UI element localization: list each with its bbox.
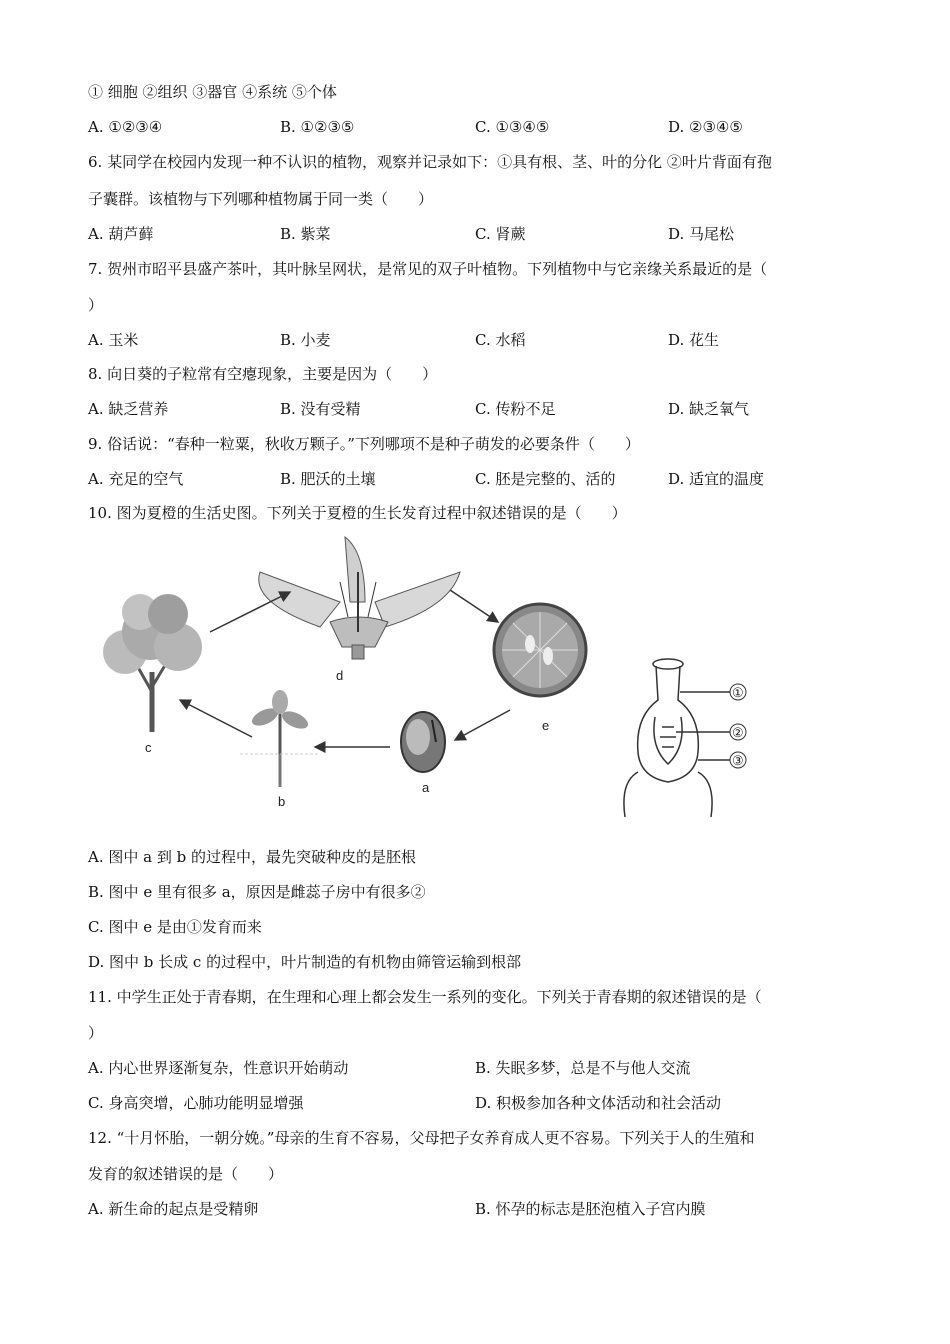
label-3: ③ bbox=[732, 753, 744, 768]
q7-stem-line2: ） bbox=[88, 296, 104, 314]
q10-stem: 10. 图为夏橙的生活史图。下列关于夏橙的生长发育过程中叙述错误的是（ ） bbox=[88, 504, 627, 522]
q11-option-a: A. 内心世界逐渐复杂，性意识开始萌动 bbox=[88, 1059, 349, 1077]
q6-option-d: D. 马尾松 bbox=[668, 225, 735, 243]
label-d: d bbox=[336, 668, 344, 683]
q7-option-d: D. 花生 bbox=[668, 331, 720, 349]
q11-stem-line1: 11. 中学生正处于青春期，在生理和心理上都会发生一系列的变化。下列关于青春期的叙述错误的是（ bbox=[88, 988, 762, 1006]
seedling-illustration bbox=[240, 690, 320, 787]
q11-stem-line2: ） bbox=[88, 1024, 104, 1042]
q8-option-a: A. 缺乏营养 bbox=[88, 400, 169, 418]
pistil-diagram bbox=[624, 659, 730, 817]
arrow-e-to-a bbox=[455, 710, 510, 740]
q12-stem-line1: 12. “十月怀胎，一朝分娩。”母亲的生育不容易，父母把子女养育成人更不容易。下列关于人的生殖和 bbox=[88, 1129, 755, 1147]
q10-option-b: B. 图中 e 里有很多 a，原因是雌蕊子房中有很多② bbox=[88, 883, 426, 901]
label-a: a bbox=[422, 780, 430, 795]
q6-option-a: A. 葫芦藓 bbox=[88, 225, 154, 243]
flower-illustration bbox=[259, 537, 460, 659]
q7-option-c: C. 水稻 bbox=[475, 331, 526, 349]
q5-option-d: D. ②③④⑤ bbox=[668, 118, 743, 136]
q5-option-a: A. ①②③④ bbox=[88, 118, 163, 136]
q11-option-b: B. 失眠多梦，总是不与他人交流 bbox=[475, 1059, 691, 1077]
arrow-c-to-d bbox=[210, 592, 290, 632]
label-2: ② bbox=[732, 725, 744, 740]
q9-option-d: D. 适宜的温度 bbox=[668, 470, 765, 488]
label-c: c bbox=[145, 740, 152, 755]
tree-illustration bbox=[103, 594, 202, 732]
q6-option-b: B. 紫菜 bbox=[280, 225, 331, 243]
q7-option-b: B. 小麦 bbox=[280, 331, 331, 349]
q11-option-c: C. 身高突增，心肺功能明显增强 bbox=[88, 1094, 304, 1112]
arrow-d-to-e bbox=[450, 590, 498, 622]
q11-option-d: D. 积极参加各种文体活动和社会活动 bbox=[475, 1094, 722, 1112]
label-b: b bbox=[278, 794, 286, 809]
q6-stem-line2: 子囊群。该植物与下列哪种植物属于同一类（ ） bbox=[88, 190, 434, 208]
seed-illustration bbox=[401, 712, 445, 772]
q9-stem: 9. 俗话说：“春种一粒粟，秋收万颗子。”下列哪项不是种子萌发的必要条件（ ） bbox=[88, 435, 640, 453]
q7-option-a: A. 玉米 bbox=[88, 331, 139, 349]
q8-option-b: B. 没有受精 bbox=[280, 400, 361, 418]
q5-option-b: B. ①②③⑤ bbox=[280, 118, 355, 136]
orange-life-cycle-figure bbox=[90, 532, 790, 832]
label-e: e bbox=[542, 718, 550, 733]
q12-stem-line2: 发育的叙述错误的是（ ） bbox=[88, 1165, 284, 1183]
q5-option-c: C. ①③④⑤ bbox=[475, 118, 550, 136]
intro-line: ① 细胞 ②组织 ③器官 ④系统 ⑤个体 bbox=[88, 83, 337, 101]
q10-option-c: C. 图中 e 是由①发育而来 bbox=[88, 918, 262, 936]
q6-option-c: C. 肾蕨 bbox=[475, 225, 526, 243]
q6-stem-line1: 6. 某同学在校园内发现一种不认识的植物，观察并记录如下：①具有根、茎、叶的分化 ②叶片背面有孢 bbox=[88, 153, 772, 171]
q7-stem-line1: 7. 贺州市昭平县盛产茶叶，其叶脉呈网状，是常见的双子叶植物。下列植物中与它亲缘关系最近的是（ bbox=[88, 260, 768, 278]
q8-option-c: C. 传粉不足 bbox=[475, 400, 556, 418]
q10-option-a: A. 图中 a 到 b 的过程中，最先突破种皮的是胚根 bbox=[88, 848, 416, 866]
q9-option-b: B. 肥沃的土壤 bbox=[280, 470, 376, 488]
q9-option-c: C. 胚是完整的、活的 bbox=[475, 470, 616, 488]
fruit-cross-section bbox=[494, 604, 586, 696]
q9-option-a: A. 充足的空气 bbox=[88, 470, 184, 488]
q12-option-a: A. 新生命的起点是受精卵 bbox=[88, 1200, 259, 1218]
q8-option-d: D. 缺乏氧气 bbox=[668, 400, 750, 418]
q10-option-d: D. 图中 b 长成 c 的过程中，叶片制造的有机物由筛管运输到根部 bbox=[88, 953, 522, 971]
q12-option-b: B. 怀孕的标志是胚泡植入子宫内膜 bbox=[475, 1200, 706, 1218]
q8-stem: 8. 向日葵的子粒常有空瘪现象，主要是因为（ ） bbox=[88, 365, 438, 383]
label-1: ① bbox=[732, 685, 744, 700]
arrow-b-to-c bbox=[180, 700, 252, 737]
